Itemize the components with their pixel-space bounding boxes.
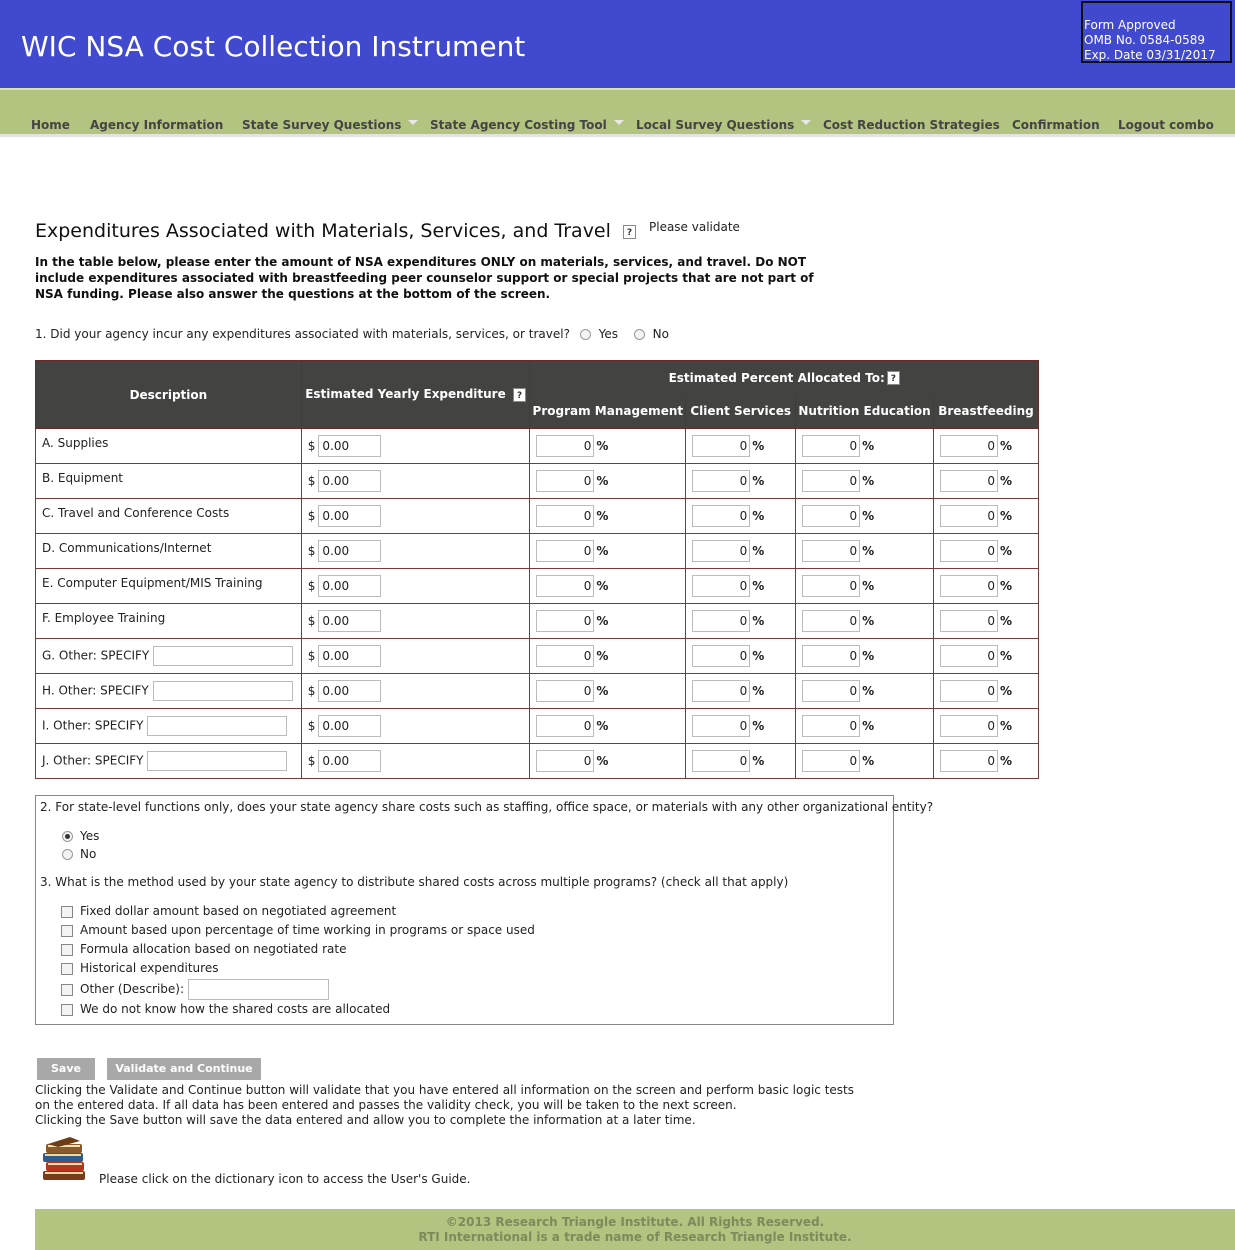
q3-option[interactable]: Historical expenditures: [61, 961, 218, 975]
percent-input[interactable]: 0: [802, 435, 860, 457]
percent-input[interactable]: 0: [802, 750, 860, 772]
row-percent-cell: 0 %: [530, 709, 686, 744]
table-row: [36, 674, 1039, 709]
row-amount-cell: $ 0.00: [301, 429, 530, 464]
main-nav: [0, 88, 1235, 137]
row-percent-cell: 0 %: [933, 639, 1038, 674]
amount-input[interactable]: 0.00: [318, 540, 381, 562]
percent-input[interactable]: 0: [692, 470, 750, 492]
amount-input[interactable]: 0.00: [318, 575, 381, 597]
row-percent-cell: 0 %: [933, 569, 1038, 604]
row-percent-cell: 0 %: [933, 709, 1038, 744]
percent-input[interactable]: 0: [692, 715, 750, 737]
row-percent-cell: 0 %: [530, 464, 686, 499]
table-row: [36, 429, 1039, 464]
nav-local-survey-questions[interactable]: Local Survey Questions: [636, 118, 811, 132]
amount-input[interactable]: 0.00: [318, 505, 381, 527]
q3-option[interactable]: We do not know how the shared costs are allocated: [61, 1002, 390, 1016]
percent-input[interactable]: 0: [802, 610, 860, 632]
row-description: A. Supplies: [36, 429, 302, 464]
table-row: [36, 604, 1039, 639]
row-description: D. Communications/Internet: [36, 534, 302, 569]
percent-input[interactable]: 0: [802, 575, 860, 597]
amount-input[interactable]: 0.00: [318, 435, 381, 457]
row-percent-cell: 0 %: [796, 639, 934, 674]
q3-checkbox[interactable]: [61, 906, 73, 918]
nav-agency-information[interactable]: Agency Information: [90, 118, 224, 132]
q1-no-label: No: [652, 327, 669, 341]
percent-input[interactable]: 0: [940, 470, 998, 492]
omb-box: [1081, 1, 1232, 63]
row-percent-cell: 0 %: [796, 604, 934, 639]
specify-input[interactable]: [147, 716, 287, 736]
validate-note: Please validate: [649, 220, 740, 234]
row-amount-cell: $ 0.00: [301, 604, 530, 639]
percent-input[interactable]: 0: [536, 750, 594, 772]
percent-input[interactable]: 0: [940, 610, 998, 632]
percent-input[interactable]: 0: [692, 750, 750, 772]
other-describe-input[interactable]: [188, 979, 329, 1000]
amount-input[interactable]: 0.00: [318, 750, 381, 772]
table-row: [36, 744, 1039, 779]
percent-input[interactable]: 0: [802, 505, 860, 527]
q3-option[interactable]: Fixed dollar amount based on negotiated agreement: [61, 904, 396, 918]
row-description: I. Other: SPECIFY: [36, 709, 302, 744]
header-percent-allocated: Estimated Percent Allocated To: ?: [530, 361, 1039, 395]
table-row: [36, 464, 1039, 499]
omb-line: OMB No. 0584-0589: [1084, 33, 1205, 47]
shared-costs-panel: [35, 795, 934, 1025]
amount-input[interactable]: 0.00: [318, 610, 381, 632]
row-percent-cell: 0 %: [686, 744, 796, 779]
nav-logout[interactable]: Logout combo: [1118, 118, 1214, 132]
percent-input[interactable]: 0: [802, 715, 860, 737]
q3-option[interactable]: Amount based upon percentage of time working in programs or space used: [61, 923, 535, 937]
page-title-text: Expenditures Associated with Materials, Services, and Travel: [35, 220, 611, 242]
percent-input[interactable]: 0: [802, 680, 860, 702]
omb-line: Exp. Date 03/31/2017: [1084, 48, 1216, 62]
row-percent-cell: 0 %: [530, 639, 686, 674]
amount-input[interactable]: 0.00: [318, 470, 381, 492]
q2-no-label: No: [80, 847, 97, 861]
percent-input[interactable]: 0: [802, 470, 860, 492]
table-row: [36, 639, 1039, 674]
dictionary-icon[interactable]: [40, 1135, 90, 1185]
row-percent-cell: 0 %: [686, 674, 796, 709]
header-client-services: Client Services: [686, 395, 796, 429]
percent-input[interactable]: 0: [692, 435, 750, 457]
row-percent-cell: 0 %: [530, 429, 686, 464]
table-row: [36, 534, 1039, 569]
percent-input[interactable]: 0: [940, 540, 998, 562]
row-percent-cell: 0 %: [686, 604, 796, 639]
validate-continue-button[interactable]: Validate and Continue: [107, 1058, 261, 1080]
row-amount-cell: $ 0.00: [301, 499, 530, 534]
row-percent-cell: 0 %: [686, 499, 796, 534]
footer: [35, 1209, 1235, 1250]
trademark-text: RTI International is a trade name of Research Triangle Institute.: [418, 1230, 852, 1244]
save-button[interactable]: Save: [37, 1058, 95, 1080]
row-percent-cell: 0 %: [933, 499, 1038, 534]
percent-input[interactable]: 0: [692, 575, 750, 597]
amount-input[interactable]: 0.00: [318, 680, 381, 702]
page-title: [35, 220, 636, 242]
specify-input[interactable]: [153, 646, 293, 666]
row-percent-cell: 0 %: [530, 674, 686, 709]
table-row: [36, 709, 1039, 744]
chevron-down-icon: [614, 120, 624, 125]
row-percent-cell: 0 %: [530, 569, 686, 604]
row-description: B. Equipment: [36, 464, 302, 499]
omb-line: Form Approved: [1084, 18, 1176, 32]
q2-yes-option[interactable]: [62, 829, 99, 843]
percent-input[interactable]: 0: [940, 505, 998, 527]
q2-yes-radio[interactable]: [62, 831, 73, 842]
row-percent-cell: 0 %: [686, 709, 796, 744]
q1-yes-radio[interactable]: [580, 329, 591, 340]
percent-input[interactable]: 0: [802, 645, 860, 667]
percent-input[interactable]: 0: [536, 470, 594, 492]
row-percent-cell: 0 %: [796, 464, 934, 499]
row-percent-cell: 0 %: [796, 569, 934, 604]
row-percent-cell: 0 %: [933, 604, 1038, 639]
percent-input[interactable]: 0: [940, 645, 998, 667]
percent-input[interactable]: 0: [692, 505, 750, 527]
percent-input[interactable]: 0: [940, 680, 998, 702]
q3-checkbox[interactable]: [61, 984, 73, 996]
row-percent-cell: 0 %: [686, 639, 796, 674]
row-percent-cell: 0 %: [796, 499, 934, 534]
row-description: E. Computer Equipment/MIS Training: [36, 569, 302, 604]
question-1: [35, 327, 669, 341]
expenditure-table: [35, 360, 1039, 779]
percent-input[interactable]: 0: [692, 610, 750, 632]
row-percent-cell: 0 %: [530, 499, 686, 534]
row-amount-cell: $ 0.00: [301, 744, 530, 779]
q1-yes-label: Yes: [598, 327, 618, 341]
question-2-text: 2. For state-level functions only, does your state agency share costs such as staffing, office space, or materials with any other organizational entity?: [40, 800, 934, 814]
row-percent-cell: 0 %: [933, 744, 1038, 779]
row-percent-cell: 0 %: [933, 674, 1038, 709]
amount-input[interactable]: 0.00: [318, 645, 381, 667]
row-percent-cell: 0 %: [530, 744, 686, 779]
row-amount-cell: $ 0.00: [301, 534, 530, 569]
row-percent-cell: 0 %: [933, 429, 1038, 464]
percent-input[interactable]: 0: [940, 715, 998, 737]
row-percent-cell: 0 %: [933, 464, 1038, 499]
q3-option[interactable]: Formula allocation based on negotiated rate: [61, 942, 346, 956]
question-3-text: 3. What is the method used by your state agency to distribute shared costs across multiple programs? (check all that apply): [40, 875, 789, 889]
header-program-management: Program Management: [530, 395, 686, 429]
q3-option-other[interactable]: Other (Describe):: [61, 979, 329, 1000]
row-percent-cell: 0 %: [686, 534, 796, 569]
row-percent-cell: 0 %: [796, 709, 934, 744]
row-description: J. Other: SPECIFY: [36, 744, 302, 779]
percent-input[interactable]: 0: [536, 540, 594, 562]
copyright-text: ©2013 Research Triangle Institute. All Rights Reserved.: [445, 1215, 825, 1229]
header-yearly-expenditure: Estimated Yearly Expenditure ?: [301, 361, 530, 429]
row-percent-cell: 0 %: [933, 534, 1038, 569]
percent-input[interactable]: 0: [940, 575, 998, 597]
row-percent-cell: 0 %: [686, 429, 796, 464]
row-percent-cell: 0 %: [530, 534, 686, 569]
percent-input[interactable]: 0: [536, 505, 594, 527]
q3-checkbox[interactable]: [61, 1004, 73, 1016]
q3-checkbox[interactable]: [61, 944, 73, 956]
header-banner: [0, 0, 1235, 88]
row-percent-cell: 0 %: [686, 464, 796, 499]
question-1-text: 1. Did your agency incur any expenditures associated with materials, services, or travel?: [35, 327, 570, 341]
row-percent-cell: 0 %: [796, 744, 934, 779]
q2-yes-label: Yes: [80, 829, 100, 843]
expenditure-table-body: [36, 429, 1039, 779]
nav-confirmation[interactable]: Confirmation: [1012, 118, 1100, 132]
nav-cost-reduction-strategies[interactable]: Cost Reduction Strategies: [823, 118, 1000, 132]
app-title: WIC NSA Cost Collection Instrument: [21, 30, 526, 63]
help-paragraph: Clicking the Validate and Continue button will validate that you have entered all information on the screen and perform basic logic tests on the entered data. If all data has been entered and passes the validity check, you will be taken to the next screen. Clicking the Save button will save the data entered and allow you to complete the information at a later time.: [35, 1083, 854, 1127]
percent-input[interactable]: 0: [536, 645, 594, 667]
percent-input[interactable]: 0: [940, 435, 998, 457]
percent-input[interactable]: 0: [802, 540, 860, 562]
row-amount-cell: $ 0.00: [301, 569, 530, 604]
row-amount-cell: $ 0.00: [301, 674, 530, 709]
q3-checkbox[interactable]: [61, 925, 73, 937]
q2-no-option[interactable]: [62, 847, 96, 861]
percent-input[interactable]: 0: [692, 540, 750, 562]
table-row: [36, 499, 1039, 534]
q2-no-radio[interactable]: [62, 849, 73, 860]
nav-state-survey-questions[interactable]: State Survey Questions: [242, 118, 418, 132]
help-icon[interactable]: ?: [623, 225, 636, 239]
q3-checkbox[interactable]: [61, 963, 73, 975]
chevron-down-icon: [408, 120, 418, 125]
row-percent-cell: 0 %: [686, 569, 796, 604]
row-description: C. Travel and Conference Costs: [36, 499, 302, 534]
chevron-down-icon: [801, 120, 811, 125]
row-description: F. Employee Training: [36, 604, 302, 639]
instructions: In the table below, please enter the amount of NSA expenditures ONLY on materials, services, and travel. Do NOT include expenditures associated with breastfeeding peer counselor support or special projects that are not part of NSA funding. Please also answer the questions at the bottom of the screen.: [35, 255, 814, 301]
percent-input[interactable]: 0: [536, 435, 594, 457]
table-row: [36, 569, 1039, 604]
help-icon[interactable]: ?: [887, 371, 900, 385]
header-description: Description: [36, 361, 302, 429]
percent-input[interactable]: 0: [536, 680, 594, 702]
specify-input[interactable]: [153, 681, 293, 701]
q1-no-radio[interactable]: [634, 329, 645, 340]
specify-input[interactable]: [147, 751, 287, 771]
nav-state-agency-costing-tool[interactable]: State Agency Costing Tool: [430, 118, 624, 132]
percent-input[interactable]: 0: [536, 715, 594, 737]
header-breastfeeding: Breastfeeding: [933, 395, 1038, 429]
percent-input[interactable]: 0: [940, 750, 998, 772]
row-percent-cell: 0 %: [796, 429, 934, 464]
guide-text: Please click on the dictionary icon to access the User's Guide.: [99, 1172, 471, 1186]
row-percent-cell: 0 %: [796, 674, 934, 709]
row-description: G. Other: SPECIFY: [36, 639, 302, 674]
help-icon[interactable]: ?: [513, 388, 526, 402]
row-percent-cell: 0 %: [530, 604, 686, 639]
percent-input[interactable]: 0: [536, 575, 594, 597]
amount-input[interactable]: 0.00: [318, 715, 381, 737]
row-percent-cell: 0 %: [796, 534, 934, 569]
row-description: H. Other: SPECIFY: [36, 674, 302, 709]
row-amount-cell: $ 0.00: [301, 464, 530, 499]
row-amount-cell: $ 0.00: [301, 709, 530, 744]
percent-input[interactable]: 0: [692, 680, 750, 702]
header-nutrition-education: Nutrition Education: [796, 395, 934, 429]
row-amount-cell: $ 0.00: [301, 639, 530, 674]
nav-home[interactable]: Home: [31, 118, 70, 132]
percent-input[interactable]: 0: [536, 610, 594, 632]
percent-input[interactable]: 0: [692, 645, 750, 667]
